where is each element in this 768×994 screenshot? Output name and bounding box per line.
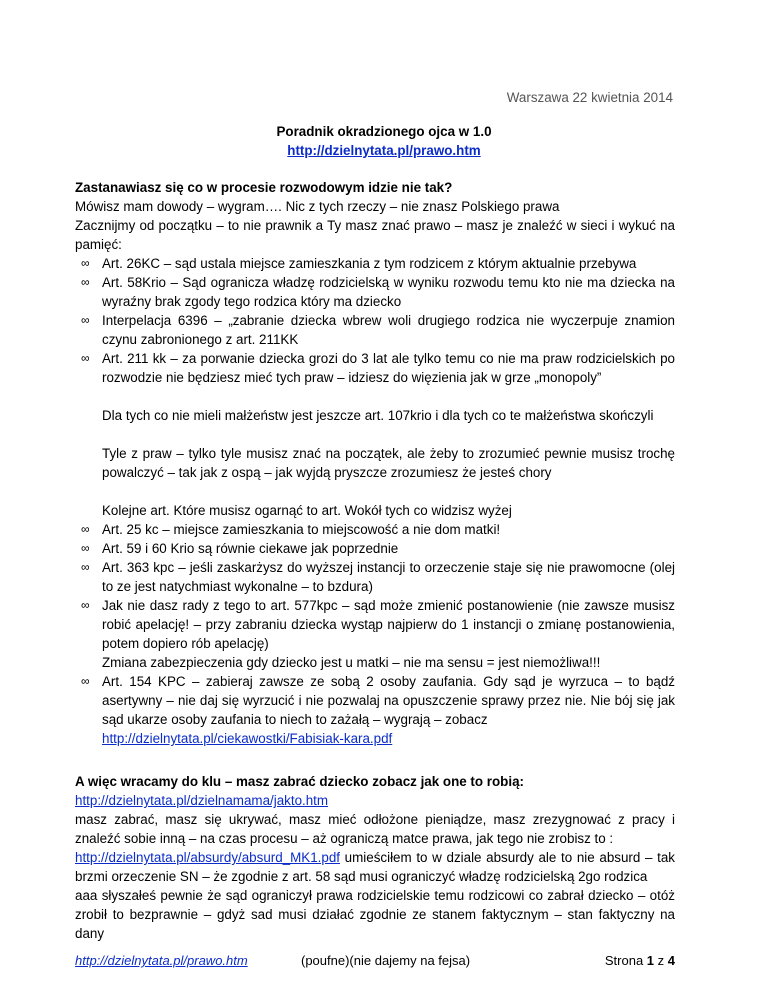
section3-para2: http://dzielnytata.pl/absurdy/absurd_MK1.pdf umieściłem to w dziale absurdy ale to nie absurd – tak brzmi orzeczenie SN – że zgodnie z art. 58 sąd musi ograniczyć władzę rodzicielską 2go rodzica: [75, 850, 675, 884]
section2-list: [75, 520, 675, 748]
list-item: ∞ Interpelacja 6396 – „zabranie dziecka wbrew woli drugiego rodzica nie wyczerpuje znamion czynu zabronionego z art. 211KK: [81, 313, 675, 347]
section3-heading: A więc wracamy do klu – masz zabrać dziecko zobacz jak one to robią:: [75, 774, 524, 789]
footer-link[interactable]: http://dzielnytata.pl/prawo.htm: [75, 953, 248, 968]
document-body: [75, 178, 675, 943]
infinity-bullet-icon: ∞: [81, 275, 90, 289]
footer-note: (poufne)(nie dajemy na fejsa): [301, 953, 471, 968]
list-item: ∞ Art. 58Krio – Sąd ogranicza władzę rodzicielską w wyniku rozwodu temu kto nie ma dziecka na wyraźny brak zgody tego rodzica który ma dziecko: [81, 275, 675, 309]
list-item: ∞ Art. 211 kk – za porwanie dziecka grozi do 3 lat ale tylko temu co nie ma praw rodzicielskich po rozwodzie nie będziesz mieć tych praw – idziesz do więzienia jak w grze „monopoly”: [81, 351, 675, 385]
document-date: Warszawa 22 kwietnia 2014: [506, 90, 673, 105]
section1-heading: Zastanawiasz się co w procesie rozwodowym idzie nie tak?: [75, 180, 453, 195]
infinity-bullet-icon: ∞: [81, 522, 90, 536]
section1-line1: Mówisz mam dowody – wygram…. Nic z tych rzeczy – nie znasz Polskiego prawa: [75, 199, 560, 214]
infinity-bullet-icon: ∞: [81, 351, 90, 365]
list-item: ∞ Art. 25 kc – miejsce zamieszkania to miejscowość a nie dom matki!: [81, 522, 501, 537]
list-item: ∞ Art. 154 KPC – zabieraj zawsze ze sobą 2 osoby zaufania. Gdy sąd je wyrzuca – to bądź asertywny – nie daj się wyrzucić i nie pozwalaj na opuszczenie sprawy przez nie. Nie bój się jak sąd ukarze osoby zaufania to niech to zażałą – wygrają – zobacz http://dzielnytata.pl/ciekawostki/Fabisiak-kara.pdf: [81, 674, 675, 746]
section1-para3: Kolejne art. Które musisz ogarnąć to art. Wokół tych co widzisz wyżej: [102, 503, 512, 518]
section1-list: [75, 254, 675, 387]
page-number: Strona 1 z 4: [604, 953, 675, 968]
infinity-bullet-icon: ∞: [81, 541, 90, 555]
title-link[interactable]: http://dzielnytata.pl/prawo.htm: [287, 143, 481, 158]
section3-para3: aaa słyszałeś pewnie że sąd ograniczył prawa rodzicielskie temu rodzicowi co zabrał dziecko – otóż zrobił to bezprawnie – gdyż sad musi działać zgodnie ze stanem faktycznym – stan faktyczny na dany: [75, 888, 675, 941]
infinity-bullet-icon: ∞: [81, 313, 90, 327]
jakto-link[interactable]: http://dzielnytata.pl/dzielnamama/jakto.htm: [75, 793, 329, 808]
section3-para1: masz zabrać, masz się ukrywać, masz mieć odłożone pieniądze, masz zrezygnować z pracy i znaleźć sobie inną – na czas procesu – aż ograniczą matce prawa, jak tego nie zrobisz to :: [75, 812, 675, 846]
infinity-bullet-icon: ∞: [81, 598, 90, 612]
document-title: Poradnik okradzionego ojca w 1.0: [276, 124, 492, 139]
fabisiak-link[interactable]: http://dzielnytata.pl/ciekawostki/Fabisiak-kara.pdf: [102, 731, 393, 746]
list-item: ∞ Art. 363 kpc – jeśli zaskarżysz do wyższej instancji to orzeczenie staje się nie prawomocne (olej to ze jest natychmiast wykonalne – to bzdura): [81, 560, 675, 594]
infinity-bullet-icon: ∞: [81, 560, 90, 574]
title-link-container: [0, 143, 768, 158]
list-item: ∞ Art. 26KC – sąd ustala miejsce zamieszkania z tym rodzicem z którym aktualnie przebywa: [81, 256, 637, 271]
bullet4-extra: Zmiana zabezpieczenia gdy dziecko jest u matki – nie ma sensu = jest niemożliwa!!!: [102, 655, 601, 670]
section1-line2: Zacznijmy od początku – to nie prawnik a Ty masz znać prawo – masz je znaleźć w sieci i wykuć na pamięć:: [75, 218, 675, 252]
section1-para2: Tyle z praw – tylko tyle musisz znać na początek, ale żeby to zrozumieć pewnie musisz trochę powalczyć – tak jak z ospą – jak wyjdą pryszcze zrozumiesz że jesteś chory: [102, 446, 675, 480]
infinity-bullet-icon: ∞: [81, 674, 90, 688]
section1-para1: Dla tych co nie mieli małżeństw jest jeszcze art. 107krio i dla tych co te małżeństwa skończyli: [102, 408, 654, 423]
list-item: ∞ Jak nie dasz rady z tego to art. 577kpc – sąd może zmienić postanowienie (nie zawsze musisz robić apelację! – przy zabraniu dziecka wystąp najpierw do 1 instancji o zmianę postanowienia, potem dopiero rób apelację) Zmiana zabezpieczenia gdy dziecko jest u matki – nie ma sensu = jest niemożliwa!!!: [81, 598, 675, 670]
infinity-bullet-icon: ∞: [81, 256, 90, 270]
absurd-link[interactable]: http://dzielnytata.pl/absurdy/absurd_MK1.pdf: [75, 850, 340, 865]
list-item: ∞ Art. 59 i 60 Krio są równie ciekawe jak poprzednie: [81, 541, 399, 556]
